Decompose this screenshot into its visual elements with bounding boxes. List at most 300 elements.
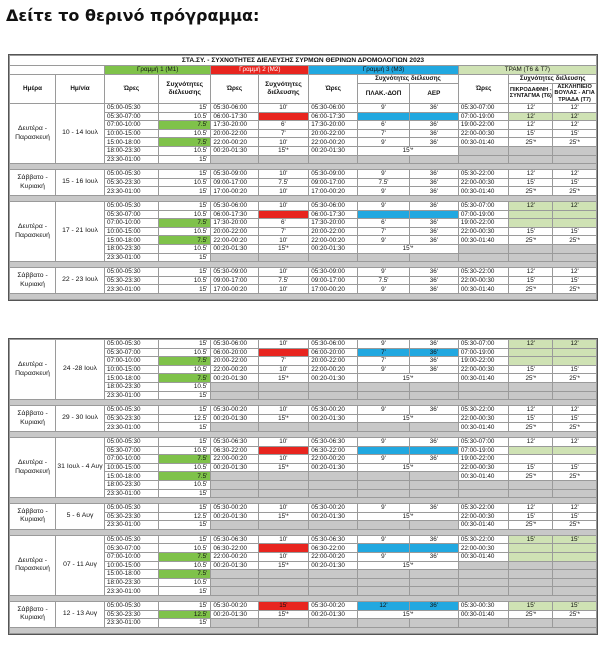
m3-hours-cell: 05:30-00:20 xyxy=(309,602,358,611)
m2-freq-cell: 10' xyxy=(258,138,309,147)
m1-hours-cell: 05:30-07:00 xyxy=(104,112,158,121)
empty-cell xyxy=(309,382,358,391)
date-cell: 12 - 13 Αυγ xyxy=(56,602,105,628)
empty-cell xyxy=(458,391,509,400)
m1-hours-cell: 10:00-15:00 xyxy=(104,561,158,570)
m2-freq-cell xyxy=(258,544,309,553)
t6-freq-cell: 12' xyxy=(509,504,553,513)
m3-aer-freq-cell: 36' xyxy=(409,178,458,187)
m3-plak-freq-cell: 7.5' xyxy=(358,178,410,187)
m1-freq-cell: 10.5' xyxy=(159,227,211,236)
m3-hours-cell: 20:00-22:00 xyxy=(309,227,358,236)
empty-cell xyxy=(211,570,258,579)
tram-hours-cell: 22:00-00:30 xyxy=(458,129,509,138)
m3-aer-freq-cell: 36' xyxy=(409,236,458,245)
m2-freq-cell: 10' xyxy=(258,437,309,446)
empty-cell xyxy=(409,391,458,400)
empty-cell xyxy=(258,480,309,489)
m1-freq-cell: 15' xyxy=(159,489,211,498)
day-cell: Σάββατο - Κυριακή xyxy=(10,602,56,628)
m2-hours-cell: 05:30-00:20 xyxy=(211,504,258,513)
empty-cell xyxy=(409,480,458,489)
m2-hours-cell: 09:00-17:00 xyxy=(211,178,258,187)
t7-freq-cell: 25'* xyxy=(553,236,597,245)
tram-hours-cell: 00:30-01:40 xyxy=(458,521,509,530)
m3-plak-freq-cell: 7.5' xyxy=(358,276,410,285)
t7-freq-cell xyxy=(553,446,597,455)
m1-hours-cell: 05:30-07:00 xyxy=(104,348,158,357)
t6-freq-cell xyxy=(509,348,553,357)
m1-freq-cell: 7.5' xyxy=(159,219,211,228)
m1-freq-cell: 10.5' xyxy=(159,210,211,219)
empty-cell xyxy=(211,587,258,596)
m1-hours-cell: 05:30-07:00 xyxy=(104,210,158,219)
m2-freq-cell: 15'* xyxy=(258,147,309,156)
t6-freq-cell: 25'* xyxy=(509,521,553,530)
m3-plak-freq-cell: 7' xyxy=(358,357,410,366)
empty-cell xyxy=(458,245,509,254)
empty-cell xyxy=(509,489,553,498)
m1-hours-cell: 10:00-15:00 xyxy=(104,129,158,138)
m1-hours-cell: 15:00-18:00 xyxy=(104,374,158,383)
m1-hours-cell: 10:00-15:00 xyxy=(104,463,158,472)
m1-freq-cell: 15' xyxy=(159,104,211,113)
m1-freq-cell: 10.5' xyxy=(159,129,211,138)
m3-hours-cell: 06:00-17:30 xyxy=(309,112,358,121)
m3-aer-freq-cell: 36' xyxy=(409,276,458,285)
m3-plak-freq-cell: 9' xyxy=(358,170,410,179)
m2-hours-cell: 06:30-22:00 xyxy=(211,544,258,553)
m3-hours-cell: 05:30-09:00 xyxy=(309,268,358,277)
header-plak: ΠΛΑΚ.-ΔΟΠ xyxy=(358,83,410,104)
empty-cell xyxy=(553,480,597,489)
m1-hours-cell: 05:30-23:30 xyxy=(104,414,158,423)
m2-hours-cell: 00:20-01:30 xyxy=(211,374,258,383)
m3-hours-cell: 00:20-01:30 xyxy=(309,463,358,472)
m1-freq-cell: 10.5' xyxy=(159,544,211,553)
m1-freq-cell: 10.5' xyxy=(159,178,211,187)
t7-freq-cell: 15' xyxy=(553,463,597,472)
m3-plak-freq-cell xyxy=(358,446,410,455)
m1-hours-cell: 15:00-18:00 xyxy=(104,472,158,481)
m2-freq-cell: 10' xyxy=(258,340,309,349)
date-cell: 10 - 14 Ιουλ xyxy=(56,104,105,164)
tram-hours-cell: 00:30-01:40 xyxy=(458,236,509,245)
m1-freq-cell: 7.5' xyxy=(159,553,211,562)
m2-freq-cell xyxy=(258,112,309,121)
m3-plak-freq-cell: 9' xyxy=(358,285,410,294)
tram-hours-cell: 05:30-07:00 xyxy=(458,202,509,211)
empty-cell xyxy=(211,480,258,489)
separator-cell xyxy=(10,293,597,299)
empty-cell xyxy=(258,391,309,400)
empty-cell xyxy=(553,147,597,156)
empty-cell xyxy=(309,570,358,579)
m1-freq-cell: 15' xyxy=(159,602,211,611)
empty-cell xyxy=(409,382,458,391)
empty-cell xyxy=(509,587,553,596)
m2-freq-cell: 15'* xyxy=(258,512,309,521)
m3-hours-cell: 20:00-22:00 xyxy=(309,357,358,366)
m1-freq-cell: 15' xyxy=(159,340,211,349)
m3-hours-cell: 00:20-01:30 xyxy=(309,374,358,383)
t7-freq-cell xyxy=(553,544,597,553)
t6-freq-cell: 12' xyxy=(509,437,553,446)
m3-hours-cell: 20:00-22:00 xyxy=(309,129,358,138)
m2-hours-cell: 00:20-01:30 xyxy=(211,147,258,156)
m3-hours-cell: 17:30-20:00 xyxy=(309,121,358,130)
date-cell: 31 Ιουλ - 4 Αυγ xyxy=(56,437,105,497)
m2-hours-cell: 17:30-20:00 xyxy=(211,121,258,130)
m3-hours-cell: 00:20-01:30 xyxy=(309,561,358,570)
m3-aer-freq-cell xyxy=(409,112,458,121)
t7-freq-cell: 25'* xyxy=(553,374,597,383)
empty-cell xyxy=(258,587,309,596)
m1-freq-cell: 7.5' xyxy=(159,121,211,130)
table-row xyxy=(10,202,597,211)
m3-plak-freq-cell: 9' xyxy=(358,406,410,415)
m1-freq-cell: 15' xyxy=(159,535,211,544)
empty-cell xyxy=(358,382,410,391)
t7-freq-cell xyxy=(553,455,597,464)
m2-hours-cell: 05:30-00:20 xyxy=(211,406,258,415)
m1-freq-cell: 7.5' xyxy=(159,455,211,464)
page-heading: Δείτε το θερινό πρόγραμμα: xyxy=(6,6,260,25)
t6-freq-cell xyxy=(509,553,553,562)
m1-freq-cell: 10.5' xyxy=(159,480,211,489)
m3-hours-cell: 22:00-00:20 xyxy=(309,138,358,147)
m1-hours-cell: 05:00-05:30 xyxy=(104,202,158,211)
m1-hours-cell: 23:30-01:00 xyxy=(104,391,158,400)
t7-freq-cell: 15' xyxy=(553,602,597,611)
m1-freq-cell: 10.5' xyxy=(159,561,211,570)
t6-freq-cell xyxy=(509,219,553,228)
m3-aer-freq-cell: 36' xyxy=(409,406,458,415)
m3-aer-freq-cell: 36' xyxy=(409,202,458,211)
m1-hours-cell: 05:30-23:30 xyxy=(104,276,158,285)
empty-cell xyxy=(258,521,309,530)
empty-cell xyxy=(458,155,509,164)
m3-aer-freq-cell: 36' xyxy=(409,602,458,611)
m1-hours-cell: 18:00-23:30 xyxy=(104,245,158,254)
m1-freq-cell: 10.5' xyxy=(159,112,211,121)
tram-hours-cell: 05:30-22:00 xyxy=(458,504,509,513)
m1-freq-cell: 7.5' xyxy=(159,236,211,245)
m2-freq-cell: 7' xyxy=(258,129,309,138)
day-cell: Σάββατο - Κυριακή xyxy=(10,170,56,196)
m1-hours-cell: 05:00-05:30 xyxy=(104,602,158,611)
m3-hours-cell: 00:20-01:30 xyxy=(309,245,358,254)
m3-hours-cell: 00:20-01:30 xyxy=(309,414,358,423)
empty-cell xyxy=(553,587,597,596)
empty-cell xyxy=(358,489,410,498)
empty-cell xyxy=(553,253,597,262)
tram-hours-cell: 00:30-01:40 xyxy=(458,187,509,196)
tram-hours-cell: 22:00-00:30 xyxy=(458,276,509,285)
section-separator xyxy=(10,627,597,633)
m3-plak-freq-cell: 9' xyxy=(358,340,410,349)
empty-cell xyxy=(458,570,509,579)
m3-hours-cell: 22:00-00:20 xyxy=(309,455,358,464)
m3-aer-freq-cell: 36' xyxy=(409,219,458,228)
m3-aer-freq-cell: 36' xyxy=(409,170,458,179)
m3-plak-freq-cell: 9' xyxy=(358,236,410,245)
m3-plak-freq-cell: 7' xyxy=(358,227,410,236)
m1-hours-cell: 05:00-05:30 xyxy=(104,406,158,415)
empty-cell xyxy=(553,245,597,254)
m2-hours-cell: 17:30-20:00 xyxy=(211,219,258,228)
m1-freq-cell: 15' xyxy=(159,253,211,262)
m3-hours-cell: 05:30-06:00 xyxy=(309,202,358,211)
t6-freq-cell: 15' xyxy=(509,129,553,138)
empty-cell xyxy=(509,619,553,628)
empty-cell xyxy=(258,472,309,481)
m1-hours-cell: 18:00-23:30 xyxy=(104,382,158,391)
m3-aer-freq-cell: 36' xyxy=(409,365,458,374)
m1-freq-cell: 15' xyxy=(159,155,211,164)
date-cell: 5 - 6 Αυγ xyxy=(56,504,105,530)
t6-freq-cell: 25'* xyxy=(509,236,553,245)
tram-hours-cell: 05:30-22:00 xyxy=(458,170,509,179)
day-cell: Σάββατο - Κυριακή xyxy=(10,504,56,530)
empty-cell xyxy=(358,472,410,481)
empty-cell xyxy=(258,423,309,432)
t6-freq-cell: 15' xyxy=(509,535,553,544)
m2-freq-cell: 7' xyxy=(258,357,309,366)
date-cell: 29 - 30 Ιουλ xyxy=(56,406,105,432)
m2-hours-cell: 20:00-22:00 xyxy=(211,357,258,366)
m3-plak-freq-cell: 9' xyxy=(358,138,410,147)
empty-cell xyxy=(258,253,309,262)
m3-plak-freq-cell: 6' xyxy=(358,121,410,130)
m3-plak-freq-cell xyxy=(358,544,410,553)
m2-hours-cell: 06:30-22:00 xyxy=(211,446,258,455)
line-m2-label: Γραμμή 2 (Μ2) xyxy=(211,66,309,75)
m1-freq-cell: 15' xyxy=(159,406,211,415)
empty-cell xyxy=(458,561,509,570)
tram-hours-cell: 19:00-22:00 xyxy=(458,357,509,366)
m1-freq-cell: 15' xyxy=(159,521,211,530)
t7-freq-cell: 15' xyxy=(553,365,597,374)
tram-hours-cell: 19:00-22:00 xyxy=(458,121,509,130)
m1-hours-cell: 15:00-18:00 xyxy=(104,138,158,147)
t7-freq-cell: 25'* xyxy=(553,610,597,619)
m2-hours-cell: 00:20-01:30 xyxy=(211,512,258,521)
empty-cell xyxy=(211,423,258,432)
tram-hours-cell: 07:00-19:00 xyxy=(458,210,509,219)
m3-aer-freq-cell: 36' xyxy=(409,227,458,236)
m3-night-freq-cell: 15'* xyxy=(358,610,459,619)
m1-freq-cell: 10.5' xyxy=(159,578,211,587)
t6-freq-cell: 15' xyxy=(509,463,553,472)
t6-freq-cell: 15' xyxy=(509,414,553,423)
m1-hours-cell: 23:30-01:00 xyxy=(104,423,158,432)
empty-cell xyxy=(358,391,410,400)
m3-night-freq-cell: 15'* xyxy=(358,147,459,156)
tram-hours-cell: 07:00-19:00 xyxy=(458,348,509,357)
m1-hours-cell: 23:30-01:00 xyxy=(104,253,158,262)
m2-hours-cell: 22:00-00:20 xyxy=(211,138,258,147)
m3-hours-cell: 05:30-00:20 xyxy=(309,406,358,415)
m1-freq-cell: 7.5' xyxy=(159,138,211,147)
m2-freq-cell: 6' xyxy=(258,219,309,228)
date-cell: 24 -28 Ιουλ xyxy=(56,340,105,400)
m1-freq-cell: 15' xyxy=(159,619,211,628)
m3-aer-freq-cell: 36' xyxy=(409,504,458,513)
m2-freq-cell: 15'* xyxy=(258,561,309,570)
m3-aer-freq-cell: 36' xyxy=(409,553,458,562)
m1-hours-cell: 10:00-15:00 xyxy=(104,365,158,374)
t6-freq-cell: 25'* xyxy=(509,423,553,432)
m3-aer-freq-cell xyxy=(409,544,458,553)
t7-freq-cell xyxy=(553,357,597,366)
t6-freq-cell: 15' xyxy=(509,178,553,187)
m2-hours-cell: 22:00-00:20 xyxy=(211,455,258,464)
m3-plak-freq-cell: 9' xyxy=(358,187,410,196)
m2-hours-cell: 05:30-06:00 xyxy=(211,104,258,113)
empty-cell xyxy=(309,423,358,432)
m2-hours-cell: 20:00-22:00 xyxy=(211,129,258,138)
m3-plak-freq-cell: 9' xyxy=(358,437,410,446)
tram-hours-cell: 22:00-00:30 xyxy=(458,463,509,472)
m1-hours-cell: 23:30-01:00 xyxy=(104,521,158,530)
m2-freq-cell xyxy=(258,348,309,357)
m1-hours-cell: 23:30-01:00 xyxy=(104,187,158,196)
tram-label: ΤΡΑΜ (Τ6 & Τ7) xyxy=(458,66,596,75)
m3-plak-freq-cell: 9' xyxy=(358,104,410,113)
m1-hours-cell: 05:30-07:00 xyxy=(104,446,158,455)
m1-hours-cell: 05:00-05:30 xyxy=(104,340,158,349)
m1-hours-cell: 18:00-23:30 xyxy=(104,480,158,489)
empty-cell xyxy=(309,480,358,489)
m1-hours-cell: 18:00-23:30 xyxy=(104,147,158,156)
m3-aer-freq-cell: 36' xyxy=(409,535,458,544)
empty-cell xyxy=(409,521,458,530)
day-cell: Δευτέρα - Παρασκευή xyxy=(10,437,56,497)
m3-hours-cell: 05:30-06:00 xyxy=(309,340,358,349)
tram-hours-cell: 05:30-22:00 xyxy=(458,268,509,277)
t6-freq-cell: 15' xyxy=(509,365,553,374)
empty-cell xyxy=(509,382,553,391)
schedule-table-part-2 xyxy=(8,338,598,635)
m2-hours-cell: 09:00-17:00 xyxy=(211,276,258,285)
tram-hours-cell: 00:30-01:40 xyxy=(458,138,509,147)
schedule-table-part-1 xyxy=(8,54,598,301)
m1-hours-cell: 05:00-05:30 xyxy=(104,104,158,113)
t7-freq-cell xyxy=(553,553,597,562)
tram-hours-cell: 05:30-07:00 xyxy=(458,104,509,113)
m1-hours-cell: 07:00-10:00 xyxy=(104,219,158,228)
m3-hours-cell: 17:00-00:20 xyxy=(309,187,358,196)
empty-cell xyxy=(258,570,309,579)
m3-plak-freq-cell: 9' xyxy=(358,365,410,374)
empty-cell xyxy=(309,587,358,596)
m2-hours-cell: 06:00-20:00 xyxy=(211,348,258,357)
m1-hours-cell: 15:00-18:00 xyxy=(104,570,158,579)
m2-freq-cell: 15'* xyxy=(258,610,309,619)
t7-freq-cell: 25'* xyxy=(553,138,597,147)
m3-aer-freq-cell xyxy=(409,446,458,455)
table-row xyxy=(10,437,597,446)
m2-freq-cell: 7.5' xyxy=(258,178,309,187)
t6-freq-cell: 12' xyxy=(509,340,553,349)
tram-hours-cell: 22:00-00:30 xyxy=(458,365,509,374)
tram-hours-cell: 07:00-19:00 xyxy=(458,446,509,455)
m2-hours-cell: 20:00-22:00 xyxy=(211,227,258,236)
tram-hours-cell: 22:00-00:30 xyxy=(458,178,509,187)
empty-cell xyxy=(211,578,258,587)
empty-cell xyxy=(509,578,553,587)
t7-freq-cell xyxy=(553,348,597,357)
tram-hours-cell: 00:30-01:40 xyxy=(458,285,509,294)
line-m3-label: Γραμμή 3 (Μ3) xyxy=(309,66,459,75)
m2-hours-cell: 22:00-00:20 xyxy=(211,553,258,562)
empty-cell xyxy=(458,489,509,498)
empty-cell xyxy=(309,619,358,628)
m3-aer-freq-cell: 36' xyxy=(409,340,458,349)
m2-hours-cell: 17:00-00:20 xyxy=(211,285,258,294)
t7-freq-cell: 15' xyxy=(553,276,597,285)
table-title: ΣΤΑ.ΣΥ. - ΣΥΧΝΟΤΗΤΕΣ ΔΙΕΛΕΥΣΗΣ ΣΥΡΜΩΝ ΘΕΡΙΝΩΝ ΔΡΟΜΟΛΟΓΙΩΝ 2023 xyxy=(10,56,597,66)
t7-freq-cell: 12' xyxy=(553,268,597,277)
header-day: Ημέρα xyxy=(10,75,56,104)
empty-cell xyxy=(258,619,309,628)
m1-freq-cell: 15' xyxy=(159,187,211,196)
header-t7: ΑΣΚΛΗΠΙΕΙΟ ΒΟΥΛΑΣ - ΑΓΙΑ ΤΡΙΑΔΑ (Τ7) xyxy=(554,83,595,103)
empty-cell xyxy=(358,570,410,579)
m3-plak-freq-cell: 9' xyxy=(358,553,410,562)
m1-hours-cell: 05:00-05:30 xyxy=(104,268,158,277)
tram-hours-cell: 22:00-00:30 xyxy=(458,544,509,553)
header-m2-hours: Ώρες xyxy=(211,75,258,104)
empty-cell xyxy=(409,472,458,481)
header-m1-freq: Συχνότητες διέλευσης xyxy=(159,75,211,104)
date-cell: 17 - 21 Ιουλ xyxy=(56,202,105,262)
m3-hours-cell: 22:00-00:20 xyxy=(309,365,358,374)
empty-cell xyxy=(509,391,553,400)
t7-freq-cell: 15' xyxy=(553,178,597,187)
m3-hours-cell: 17:00-00:20 xyxy=(309,285,358,294)
empty-cell xyxy=(309,391,358,400)
m3-night-freq-cell: 15'* xyxy=(358,374,459,383)
m1-hours-cell: 05:00-05:30 xyxy=(104,437,158,446)
empty-cell xyxy=(309,155,358,164)
header-aer: ΑΕΡ xyxy=(409,83,458,104)
t6-freq-cell: 25'* xyxy=(509,285,553,294)
m3-hours-cell: 00:20-01:30 xyxy=(309,610,358,619)
t7-freq-cell: 15' xyxy=(553,414,597,423)
header-tram-hours: Ώρες xyxy=(458,75,509,104)
t7-freq-cell: 12' xyxy=(553,340,597,349)
m1-freq-cell: 7.5' xyxy=(159,374,211,383)
m1-freq-cell: 15' xyxy=(159,587,211,596)
m2-freq-cell: 10' xyxy=(258,365,309,374)
m2-hours-cell: 05:30-06:30 xyxy=(211,437,258,446)
m3-aer-freq-cell: 36' xyxy=(409,357,458,366)
m2-freq-cell xyxy=(258,210,309,219)
empty-cell xyxy=(509,245,553,254)
m3-plak-freq-cell xyxy=(358,210,410,219)
m3-aer-freq-cell: 36' xyxy=(409,104,458,113)
schedule-table xyxy=(9,55,597,300)
m2-freq-cell: 10' xyxy=(258,104,309,113)
empty-cell xyxy=(509,561,553,570)
m2-freq-cell: 10' xyxy=(258,504,309,513)
t6-freq-cell: 25'* xyxy=(509,138,553,147)
m1-freq-cell: 7.5' xyxy=(159,570,211,579)
m1-freq-cell: 10.5' xyxy=(159,446,211,455)
empty-cell xyxy=(458,578,509,587)
